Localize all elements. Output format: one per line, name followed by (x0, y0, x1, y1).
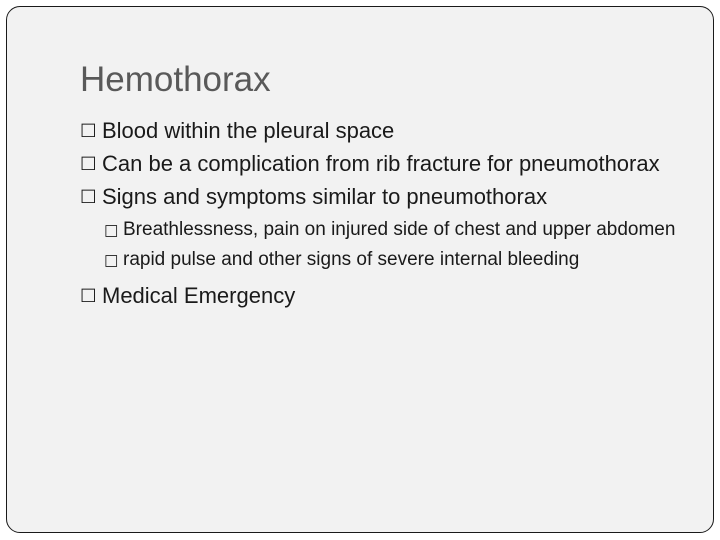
sub-list-item-text: Breathlessness, pain on injured side of chest and upper abdomen (123, 219, 676, 240)
list-item (80, 116, 680, 145)
bullet-icon: □ (104, 221, 119, 239)
list-item (80, 149, 680, 178)
bullet-icon: □ (80, 153, 97, 173)
bullet-icon: □ (80, 120, 97, 140)
list-item-text: Blood within the pleural space (102, 118, 395, 143)
bullet-icon: □ (80, 186, 97, 206)
list-item-text: Can be a complication from rib fracture for pneumothorax (102, 151, 660, 176)
list-item-text: Signs and symptoms similar to pneumothorax (102, 184, 548, 209)
list-item (80, 182, 680, 211)
slide-title: Hemothorax (80, 60, 271, 99)
sub-list-item-text: rapid pulse and other signs of severe internal bleeding (123, 249, 580, 270)
sub-list-item (80, 245, 680, 275)
list-item-text: Medical Emergency (102, 283, 296, 308)
bullet-icon: □ (80, 285, 97, 305)
list-item (80, 281, 680, 310)
sub-list-item (80, 215, 680, 245)
bullet-icon: □ (104, 251, 119, 269)
bullet-list (80, 116, 680, 314)
